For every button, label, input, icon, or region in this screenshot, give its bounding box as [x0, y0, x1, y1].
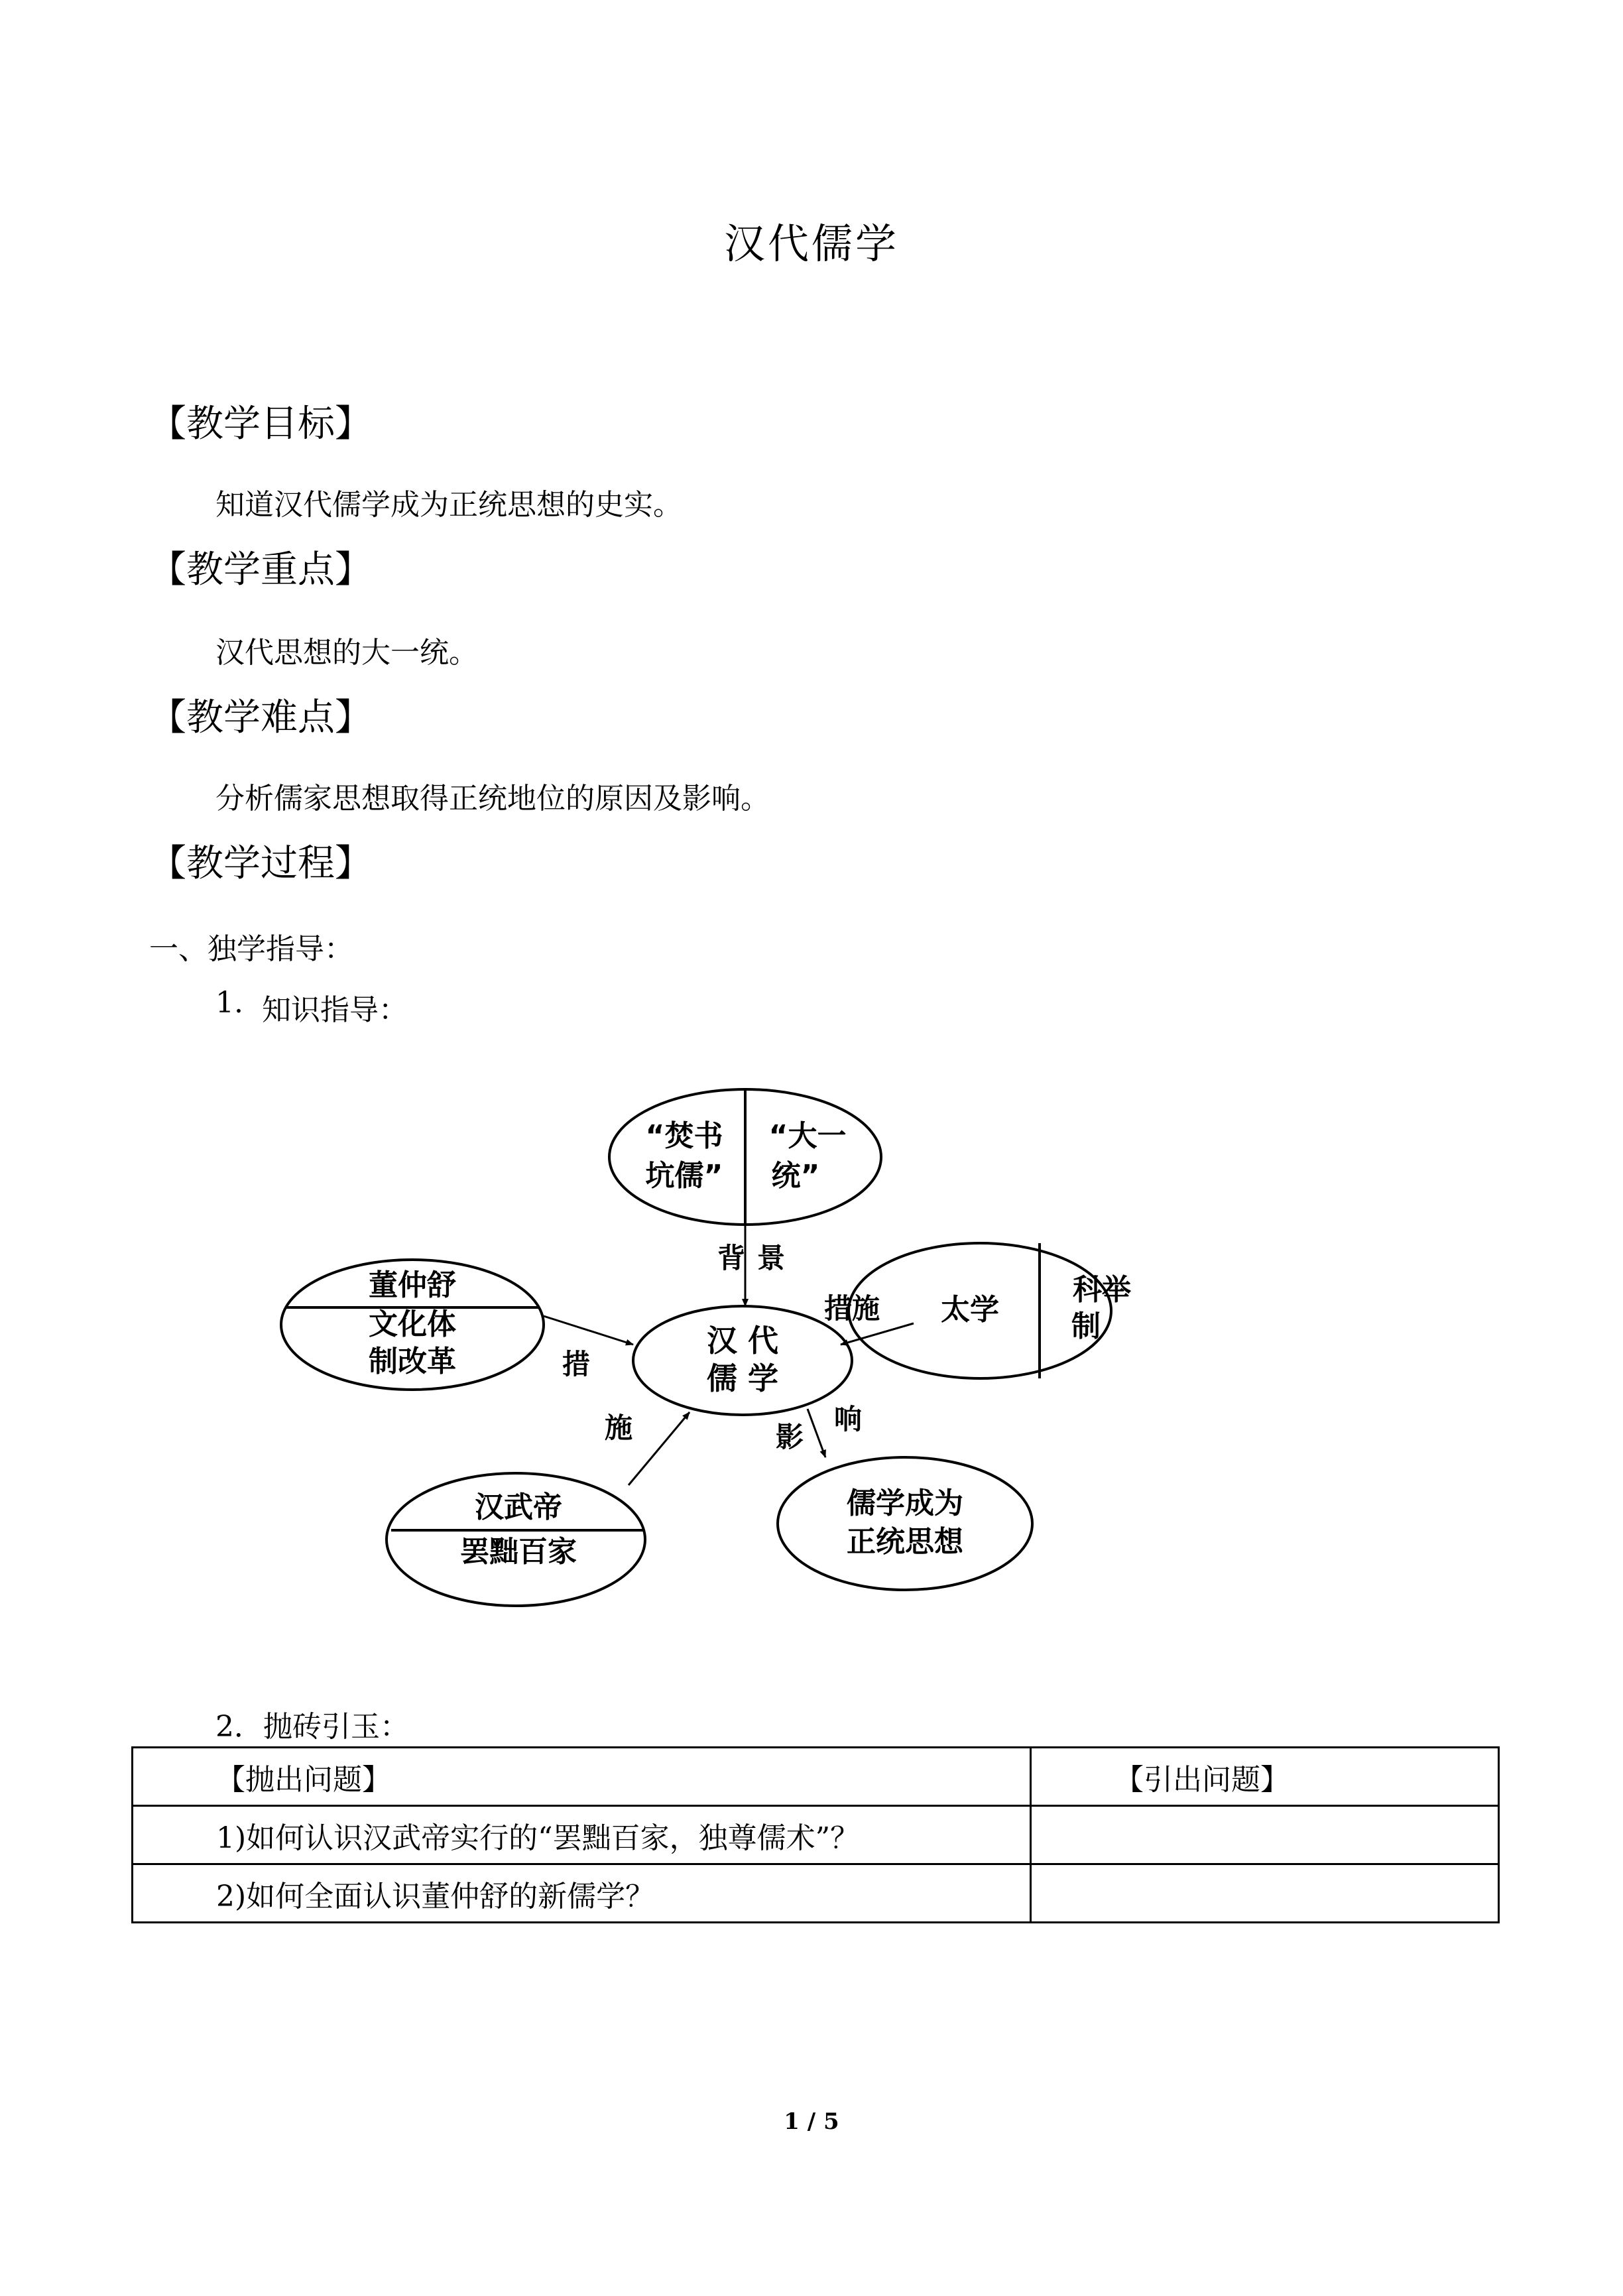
table-row	[133, 1864, 1499, 1923]
answer-cell[interactable]	[1031, 1806, 1499, 1864]
bottom-right-line2: 正统思想	[847, 1525, 963, 1559]
knowledge-diagram	[265, 1074, 1193, 1644]
right-b-line2: 制	[1071, 1309, 1101, 1343]
answer-cell[interactable]	[1031, 1864, 1499, 1923]
table-row	[133, 1806, 1499, 1864]
label-measure-right: 措施	[824, 1292, 880, 1325]
question-cell: 1)如何认识汉武帝实行的“罢黜百家，独尊儒术”？	[133, 1806, 1031, 1864]
difficulties-text: 分析儒家思想取得正统地位的原因及影响。	[215, 782, 770, 816]
right-b-line1: 科举	[1073, 1273, 1131, 1307]
left-line1: 董仲舒	[369, 1268, 456, 1302]
label-impact-1: 影	[776, 1421, 804, 1453]
center-line1: 汉 代	[706, 1323, 779, 1359]
label-background-1: 背	[717, 1242, 746, 1274]
item1-number: 1.	[215, 986, 243, 1020]
left-line3: 制改革	[369, 1345, 456, 1378]
heading-process: 【教学过程】	[149, 842, 372, 885]
top-left-line2: 坑儒”	[645, 1159, 723, 1193]
bottom-right-line1: 儒学成为	[847, 1486, 963, 1520]
heading-difficulties: 【教学难点】	[149, 696, 372, 739]
label-impact-2: 响	[834, 1403, 863, 1435]
question-table	[131, 1746, 1500, 1923]
table-header-row	[133, 1748, 1499, 1806]
top-right-line1: “大一	[768, 1119, 847, 1153]
label-measure-left: 措	[562, 1348, 591, 1380]
question-cell: 2)如何全面认识董仲舒的新儒学？	[133, 1864, 1031, 1923]
heading-objectives: 【教学目标】	[149, 402, 372, 446]
heading-key-points: 【教学重点】	[149, 548, 372, 591]
top-left-line1: “焚书	[645, 1119, 723, 1153]
item1-label: 知识指导：	[262, 993, 408, 1027]
objectives-text: 知道汉代儒学成为正统思想的史实。	[215, 488, 682, 522]
bottom-left-line1: 汉武帝	[475, 1490, 562, 1524]
left-line2: 文化体	[369, 1307, 456, 1341]
bottom-right-ellipse	[778, 1457, 1032, 1590]
top-right-line2: 统”	[771, 1159, 820, 1193]
page-title: 汉代儒学	[723, 219, 899, 268]
bottom-left-line2: 罢黜百家	[460, 1535, 577, 1569]
key-points-text: 汉代思想的大一统。	[215, 636, 478, 670]
header-cell: 【引出问题】	[1031, 1748, 1499, 1806]
center-line2: 儒 学	[706, 1360, 779, 1396]
label-background-2: 景	[757, 1242, 786, 1274]
header-cell: 【抛出问题】	[133, 1748, 1031, 1806]
item2-label: 2．抛砖引玉：	[215, 1710, 409, 1744]
right-a: 太学	[941, 1293, 999, 1327]
label-measure-bottom-left: 施	[605, 1412, 633, 1444]
page-number: 1 / 5	[784, 2108, 839, 2135]
part1-label: 一、独学指导：	[149, 932, 353, 966]
